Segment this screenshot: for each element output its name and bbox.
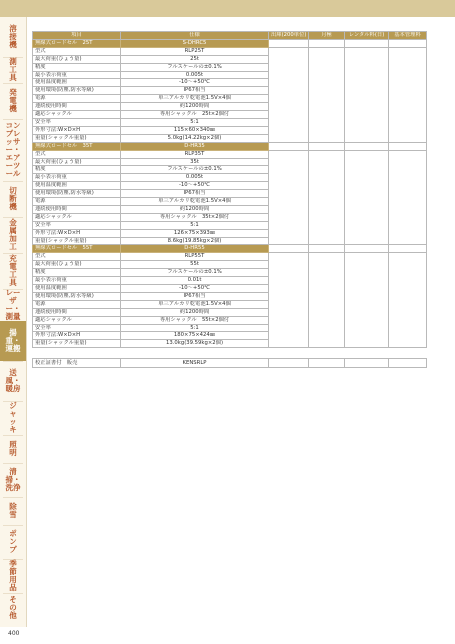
- spec-value: 単三アルカリ乾電池1.5V×4個: [121, 95, 269, 103]
- cell-daily-rate: [345, 253, 389, 348]
- spec-label: 使用環境(防塵,防水等級): [33, 292, 121, 300]
- spec-label: 外形寸法:W×D×H: [33, 229, 121, 237]
- spec-value: 5:1: [121, 118, 269, 126]
- header-band: [0, 0, 455, 17]
- spec-label: 使用温度範囲: [33, 182, 121, 190]
- spec-value: 単三アルカリ乾電池1.5V×4個: [121, 198, 269, 206]
- sidebar-item-6[interactable]: 金属加工: [9, 218, 17, 251]
- table-header-row: [33, 32, 427, 40]
- spec-label: 使用温度範囲: [33, 285, 121, 293]
- spec-label: 使用温度範囲: [33, 79, 121, 87]
- cell-base-fee: [389, 142, 427, 150]
- sidebar-item-7[interactable]: 充電工具: [9, 254, 17, 287]
- maker-label: 校正証書付 販売: [33, 359, 121, 368]
- spec-label: 精度: [33, 166, 121, 174]
- spec-value: フルスケールの±0.1%: [121, 63, 269, 71]
- spec-value: 約1200時間: [121, 103, 269, 111]
- product-code: D-HR55: [121, 245, 269, 253]
- spec-value: -10〜+50℃: [121, 285, 269, 293]
- header-daily-rate: レンタル料(日): [345, 32, 389, 40]
- product-header-row: [33, 245, 427, 253]
- spec-value: RLP35T: [121, 150, 269, 158]
- spec-value: フルスケールの±0.1%: [121, 269, 269, 277]
- spec-label: 重量(シャックル重量): [33, 237, 121, 245]
- table-row: [33, 253, 427, 261]
- sidebar-item-13[interactable]: 清掃・洗浄: [5, 467, 21, 492]
- product-name: 無線式ロードセル 55T: [33, 245, 121, 253]
- cell-shipping: [269, 359, 309, 368]
- cell-monthly: [309, 142, 345, 150]
- spec-value: 専用シャックル 55t×2個付: [121, 316, 269, 324]
- product-code: S-DHRC5: [121, 39, 269, 47]
- cell-base-fee: [389, 359, 427, 368]
- spec-value: 55t: [121, 261, 269, 269]
- cell-monthly: [309, 39, 345, 47]
- spec-value: IP67相当: [121, 190, 269, 198]
- spec-value: 0.005t: [121, 71, 269, 79]
- sidebar-item-1[interactable]: 溶接機: [9, 24, 17, 49]
- cell-daily-rate: [345, 47, 389, 142]
- sidebar-item-3[interactable]: 発電機: [9, 88, 17, 113]
- sidebar-item-14[interactable]: 除雪: [9, 502, 17, 519]
- spec-value: RLP55T: [121, 253, 269, 261]
- cell-daily-rate: [345, 245, 389, 253]
- cell-base-fee: [389, 39, 427, 47]
- cell-daily-rate: [345, 150, 389, 245]
- spec-value: 約1200時間: [121, 308, 269, 316]
- cell-daily-rate: [345, 39, 389, 47]
- spec-value: IP67相当: [121, 292, 269, 300]
- cell-shipping: [269, 47, 309, 142]
- sidebar-item-4[interactable]: コンプレッサー・エアーツール: [5, 121, 21, 178]
- spec-value: 5:1: [121, 221, 269, 229]
- cell-monthly: [309, 245, 345, 253]
- spec-value: 0.01t: [121, 277, 269, 285]
- product-name: 無線式ロードセル 25T: [33, 39, 121, 47]
- spec-label: 使用環境(防塵,防水等級): [33, 87, 121, 95]
- table-row: [33, 47, 427, 55]
- product-header-row: [33, 142, 427, 150]
- spec-label: 電源: [33, 198, 121, 206]
- sidebar-item-5[interactable]: 切断機: [9, 186, 17, 211]
- sidebar-item-10[interactable]: 送風・暖房: [5, 368, 21, 393]
- product-name: 無線式ロードセル 35T: [33, 142, 121, 150]
- sidebar-item-16[interactable]: 季節用品: [9, 559, 17, 592]
- sidebar-item-15[interactable]: ポンプ: [9, 529, 17, 554]
- spec-value: 180×75×424㎜: [121, 332, 269, 340]
- page-number: 400: [8, 630, 20, 637]
- spec-value: 5.0kg(14.22kg×2個): [121, 134, 269, 142]
- spec-value: 126×75×393㎜: [121, 229, 269, 237]
- cell-shipping: [269, 253, 309, 348]
- maker-value: KENSRLP: [121, 359, 269, 368]
- spec-label: 型式: [33, 253, 121, 261]
- cell-shipping: [269, 150, 309, 245]
- spec-value: 115×60×340㎜: [121, 126, 269, 134]
- cell-monthly: [309, 253, 345, 348]
- cell-base-fee: [389, 245, 427, 253]
- spec-label: 最小表示荷重: [33, 174, 121, 182]
- spec-value: 5:1: [121, 324, 269, 332]
- spec-label: 重量(シャックル重量): [33, 340, 121, 348]
- header-spec: 仕様: [121, 32, 269, 40]
- spec-value: -10〜+50℃: [121, 79, 269, 87]
- sidebar-item-17[interactable]: その他: [9, 595, 17, 620]
- spec-value: 13.0kg(39.59kg×2個): [121, 340, 269, 348]
- spec-value: 8.6kg(19.85kg×2個): [121, 237, 269, 245]
- spec-label: 精度: [33, 63, 121, 71]
- table-gap: [33, 348, 427, 359]
- spec-value: 単三アルカリ乾電池1.5V×4個: [121, 300, 269, 308]
- header-item: 項目: [33, 32, 121, 40]
- cell-shipping: [269, 142, 309, 150]
- cell-daily-rate: [345, 359, 389, 368]
- cell-daily-rate: [345, 142, 389, 150]
- spec-label: 最大荷重(ひょう量): [33, 55, 121, 63]
- spec-label: 最大荷重(ひょう量): [33, 158, 121, 166]
- spec-value: 25t: [121, 55, 269, 63]
- header-monthly: 月極: [309, 32, 345, 40]
- cell-shipping: [269, 245, 309, 253]
- category-sidebar: [0, 17, 27, 627]
- cell-monthly: [309, 150, 345, 245]
- spec-value: -10〜+50℃: [121, 182, 269, 190]
- spec-table: [32, 31, 427, 368]
- spec-value: 専用シャックル 35t×2個付: [121, 213, 269, 221]
- spec-label: 適応シャックル: [33, 316, 121, 324]
- spec-label: 電源: [33, 95, 121, 103]
- spec-label: 最小表示荷重: [33, 71, 121, 79]
- spec-value: RLP25T: [121, 47, 269, 55]
- cell-base-fee: [389, 47, 427, 142]
- spec-label: 最大荷重(ひょう量): [33, 261, 121, 269]
- sidebar-item-11[interactable]: ジャッキ: [9, 401, 17, 434]
- spec-label: 精度: [33, 269, 121, 277]
- table-row: [33, 150, 427, 158]
- cell-shipping: [269, 39, 309, 47]
- spec-value: 約1200時間: [121, 205, 269, 213]
- sidebar-item-12[interactable]: 照明: [9, 440, 17, 457]
- sidebar-item-2[interactable]: 測工具: [9, 57, 17, 82]
- cell-base-fee: [389, 253, 427, 348]
- product-header-row: [33, 39, 427, 47]
- spec-value: 0.005t: [121, 174, 269, 182]
- maker-row: [33, 359, 427, 368]
- spec-label: 外形寸法:W×D×H: [33, 332, 121, 340]
- spec-label: 使用環境(防塵,防水等級): [33, 190, 121, 198]
- header-shipping: 出庫(200単位): [269, 32, 309, 40]
- spec-label: 型式: [33, 47, 121, 55]
- spec-label: 最小表示荷重: [33, 277, 121, 285]
- spec-label: 安全率: [33, 221, 121, 229]
- spec-label: 連続使用時間: [33, 205, 121, 213]
- product-code: D-HR35: [121, 142, 269, 150]
- spec-label: 電源: [33, 300, 121, 308]
- spec-value: 35t: [121, 158, 269, 166]
- spec-label: 外形寸法:W×D×H: [33, 126, 121, 134]
- spec-value: フルスケールの±0.1%: [121, 166, 269, 174]
- sidebar-item-8[interactable]: レーザー・測量: [5, 288, 21, 321]
- spec-value: IP67相当: [121, 87, 269, 95]
- cell-monthly: [309, 359, 345, 368]
- spec-label: 安全率: [33, 324, 121, 332]
- spec-value: 専用シャックル 25t×2個付: [121, 111, 269, 119]
- spec-label: 適応シャックル: [33, 213, 121, 221]
- sidebar-item-9[interactable]: 揚重・運搬: [0, 321, 26, 361]
- spec-label: 重量(シャックル重量): [33, 134, 121, 142]
- spec-label: 連続使用時間: [33, 308, 121, 316]
- spec-label: 型式: [33, 150, 121, 158]
- header-base-fee: 基本管理料: [389, 32, 427, 40]
- spec-label: 安全率: [33, 118, 121, 126]
- spec-label: 適応シャックル: [33, 111, 121, 119]
- cell-monthly: [309, 47, 345, 142]
- cell-base-fee: [389, 150, 427, 245]
- spec-label: 連続使用時間: [33, 103, 121, 111]
